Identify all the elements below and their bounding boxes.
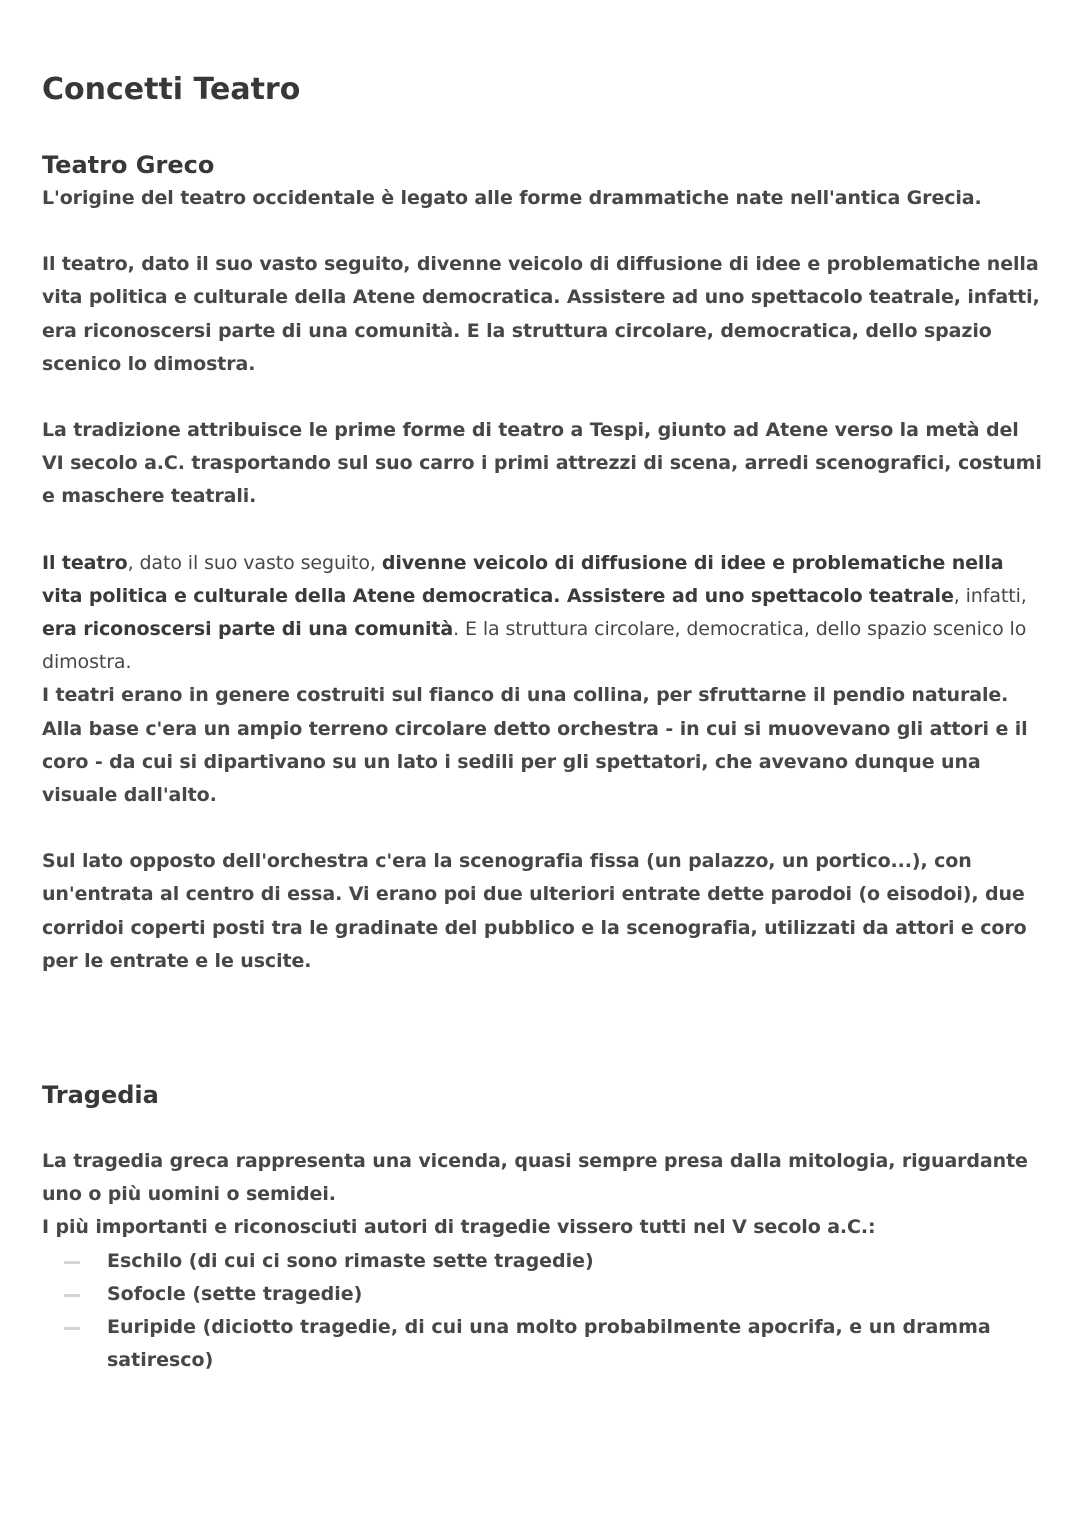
paragraph-tragedia-greca: La tragedia greca rappresenta una vicenda, quasi sempre presa dalla mitologia, riguardante uno o più uomini o semidei. [42, 1150, 1028, 1206]
section-heading-teatro-greco: Teatro Greco [42, 151, 215, 179]
list-item [42, 1245, 1042, 1278]
section-heading-tragedia: Tragedia [42, 1081, 159, 1110]
dash-bullet-icon [64, 1261, 80, 1264]
dash-bullet-icon [64, 1327, 80, 1330]
bold-text: Il teatro [42, 551, 128, 574]
authors-list [42, 1245, 1042, 1378]
plain-text: . E la struttura circolare, democratica, dello spazio scenico lo dimostra. [42, 618, 1027, 674]
plain-text: , infatti, [953, 584, 1027, 607]
paragraph-origine: L'origine del teatro occidentale è legato alle forme drammatiche nate nell'antica Grecia. [42, 187, 982, 209]
list-item-text: Eschilo (di cui ci sono rimaste sette tragedie) [107, 1249, 594, 1272]
paragraph-collina: I teatri erano in genere costruiti sul fianco di una collina, per sfruttarne il pendio naturale. [42, 684, 1009, 707]
paragraph-scenografia: Sul lato opposto dell'orchestra c'era la scenografia fissa (un palazzo, un portico...), con un'entrata al centro di essa. Vi erano poi due ulteriori entrate dette parodoi (o eisodoi), due corridoi coperti posti tra le gradinate del pubblico e la scenografia, utilizzati da attori e coro per le entrate e le uscite. [42, 850, 1027, 972]
paragraph-tespi: La tradizione attribuisce le prime forme di teatro a Tespi, giunto ad Atene verso la metà del VI secolo a.C. trasportando sul suo carro i primi attrezzi di scena, arredi scenografici, costumi e maschere teatrali. [42, 419, 1042, 508]
list-item-text: Sofocle (sette tragedie) [107, 1282, 363, 1305]
paragraph-teatro-seguito: Il teatro, dato il suo vasto seguito, divenne veicolo di diffusione di idee e problematiche nella vita politica e culturale della Atene democratica. Assistere ad uno spettacolo teatrale, infatti, era riconoscersi parte di una comunità. E la struttura circolare, democratica, dello spazio scenico lo dimostra. [42, 253, 1040, 375]
bold-text: era riconoscersi parte di una comunità [42, 618, 454, 641]
page-title: Concetti Teatro [42, 72, 301, 107]
dash-bullet-icon [64, 1294, 80, 1297]
list-item-text: Euripide (diciotto tragedie, di cui una molto probabilmente apocrifa, e un dramma satiresco) [107, 1316, 991, 1372]
list-item [42, 1311, 1042, 1377]
paragraph-orchestra: Alla base c'era un ampio terreno circolare detto orchestra - in cui si muovevano gli attori e il coro - da cui si dipartivano su un lato i sedili per gli spettatori, che avevano dunque una visuale dall'alto. [42, 717, 1028, 807]
plain-text: , dato il suo vasto seguito, [127, 551, 382, 574]
paragraph-teatro-highlighted [42, 547, 1042, 680]
bold-text: divenne veicolo di diffusione di idee e problematiche nella vita politica e culturale della Atene democratica. Assistere ad uno spettacolo teatrale [42, 551, 1004, 607]
list-item [42, 1278, 1042, 1311]
document-page [42, 68, 1042, 1377]
paragraph-autori: I più importanti e riconosciuti autori di tragedie vissero tutti nel V secolo a.C.: [42, 1216, 876, 1239]
